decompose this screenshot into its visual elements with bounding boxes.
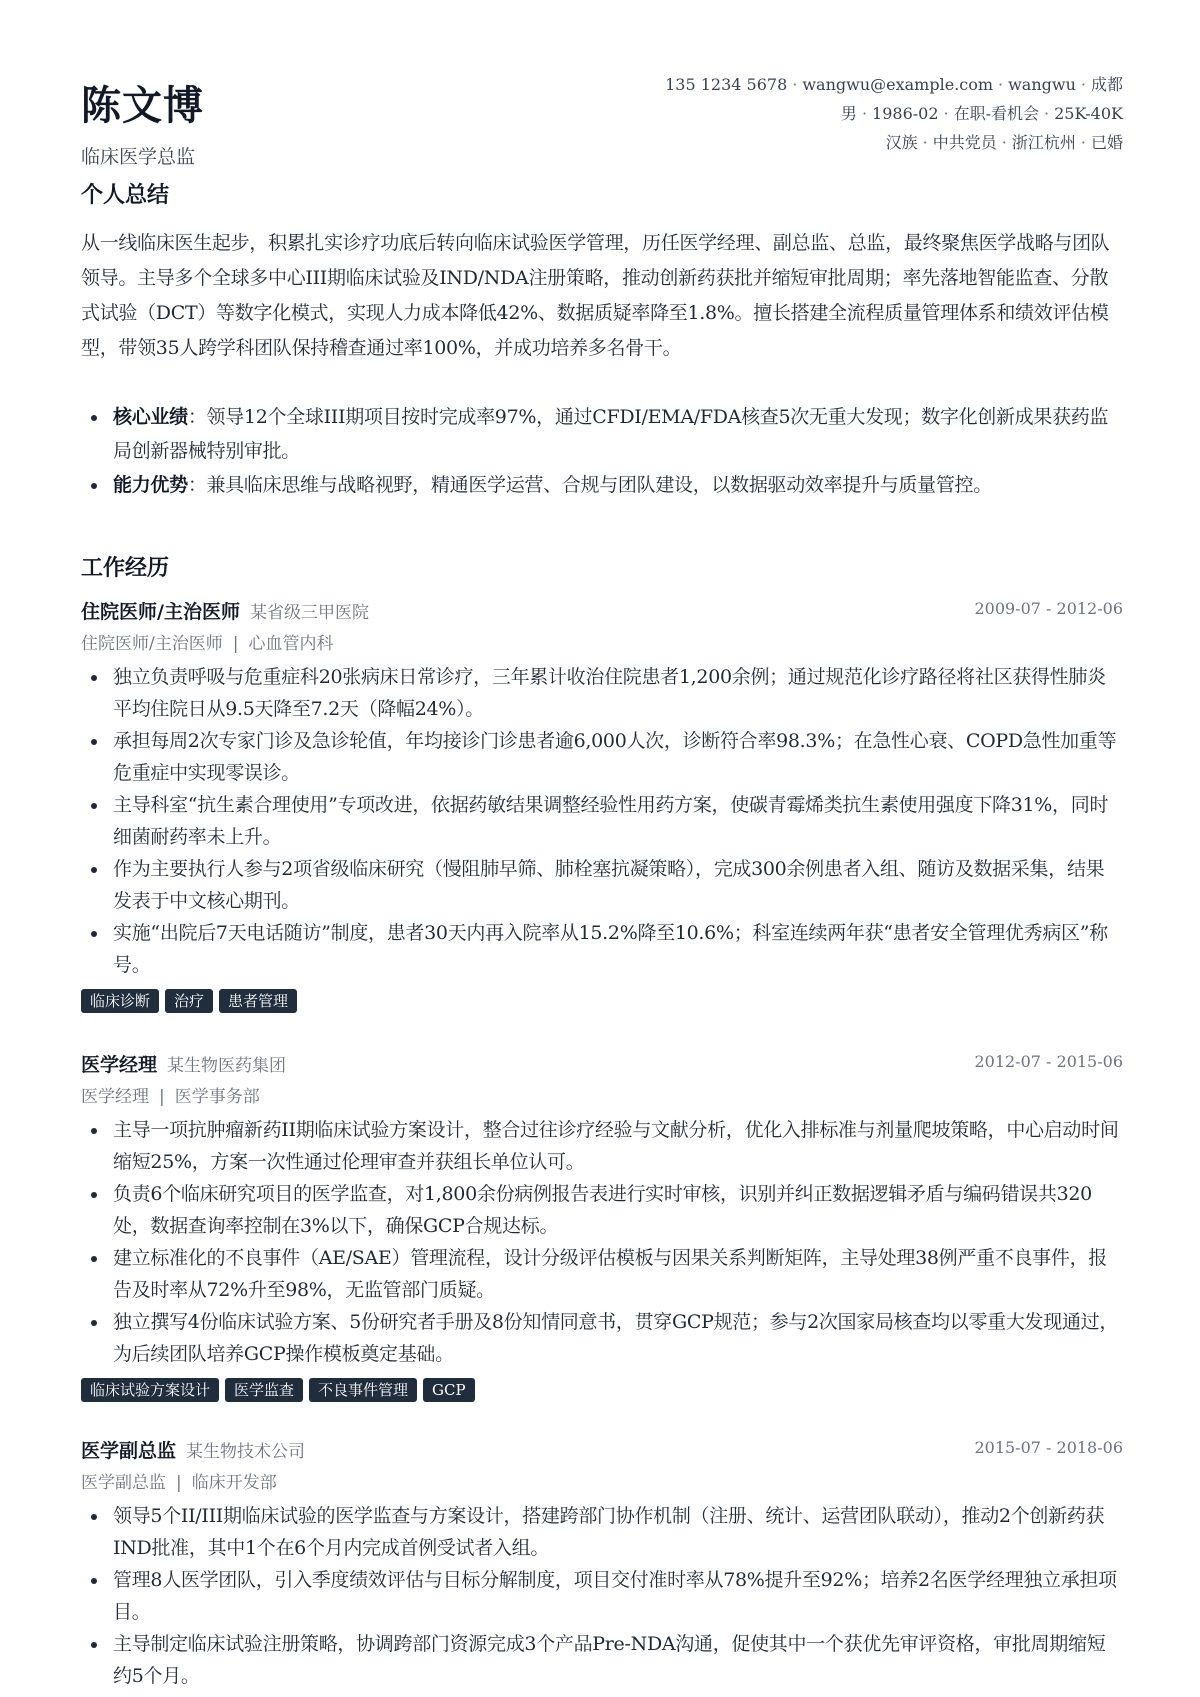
job-item: 主导一项抗肿瘤新药II期临床试验方案设计，整合过往诊疗经验与文献分析，优化入排标准与剂量爬坡策略，中心启动时间缩短25%，方案一次性通过伦理审查并获组长单位认可。	[113, 1114, 1123, 1178]
job-role-line: 医学经理 | 医学事务部	[81, 1087, 260, 1107]
contact-row-2: 男 · 1986-02 · 在职-看机会 · 25K-40K	[840, 104, 1123, 123]
ethnicity: 汉族	[885, 133, 918, 152]
job-item: 建立标准化的不良事件（AE/SAE）管理流程，设计分级评估模板与因果关系判断矩阵，主导处理38例严重不良事件，报告及时率从72%升至98%，无监管部门质疑。	[113, 1242, 1123, 1306]
job-department: 医学事务部	[174, 1087, 260, 1107]
skill-tag: 治疗	[165, 989, 213, 1013]
summary-text: 从一线临床医生起步，积累扎实诊疗功底后转向临床试验医学管理，历任医学经理、副总监、总监，最终聚焦医学战略与团队领导。主导多个全球多中心III期临床试验及IND/NDA注册策略，推动创新药获批并缩短审批周期；率先落地智能监查、分散式试验（DCT）等数字化模式，实现人力成本降低42%、数据质疑率降至1.8%。擅长搭建全流程质量管理体系和绩效评估模型，带领35人跨学科团队保持稽查通过率100%，并成功培养多名骨干。	[81, 232, 1110, 359]
candidate-headline: 临床医学总监	[81, 146, 196, 168]
job-item: 独立负责呼吸与危重症科20张病床日常诊疗，三年累计收治住院患者1,200余例；通过规范化诊疗路径将社区获得性肺炎平均住院日从9.5天降至7.2天（降幅24%）。	[113, 661, 1123, 725]
phone: 135 1234 5678	[665, 75, 788, 94]
skill-tags	[81, 989, 1123, 1013]
summary-highlights	[81, 400, 1123, 502]
job-item: 独立撰写4份临床试验方案、5份研究者手册及8份知情同意书，贯穿GCP规范；参与2次国家局核查均以零重大发现通过，为后续团队培养GCP操作模板奠定基础。	[113, 1306, 1123, 1370]
job-entry	[81, 1436, 1123, 1692]
job-title: 医学副总监	[81, 1440, 177, 1462]
contact-row-1: 135 1234 5678 · wangwu@example.com · wangwu · 成都	[665, 75, 1123, 94]
job-role: 医学经理	[81, 1087, 149, 1107]
job-role: 住院医师/主治医师	[81, 634, 223, 654]
job-title: 医学经理	[81, 1054, 158, 1076]
job-department: 心血管内科	[248, 634, 334, 654]
job-item: 负责6个临床研究项目的医学监查，对1,800余份病例报告表进行实时审核，识别并纠正数据逻辑矛盾与编码错误共320处，数据查询率控制在3%以下，确保GCP合规达标。	[113, 1178, 1123, 1242]
gender: 男	[840, 104, 857, 123]
skill-tag: 患者管理	[219, 989, 297, 1013]
job-company: 某生物技术公司	[186, 1442, 306, 1462]
skill-tags	[81, 1378, 1123, 1402]
job-entry	[81, 597, 1123, 1013]
marital-status: 已婚	[1090, 133, 1123, 152]
job-item: 作为主要执行人参与2项省级临床研究（慢阻肺早筛、肺栓塞抗凝策略），完成300余例患者入组、随访及数据采集，结果发表于中文核心期刊。	[113, 853, 1123, 917]
job-items	[81, 661, 1123, 981]
job-company: 某省级三甲医院	[249, 603, 369, 623]
candidate-name: 陈文博	[81, 83, 204, 129]
experience-section-title: 工作经历	[81, 556, 170, 581]
highlight-item: 能力优势：兼具临床思维与战略视野，精通医学运营、合规与团队建设，以数据驱动效率提升与质量管控。	[113, 468, 1123, 502]
job-date: 2009-07 - 2012-06	[974, 599, 1123, 618]
contact-row-3: 汉族 · 中共党员 · 浙江杭州 · 已婚	[885, 133, 1123, 152]
job-item: 管理8人医学团队，引入季度绩效评估与目标分解制度，项目交付准时率从78%提升至92%；培养2名医学经理独立承担项目。	[113, 1564, 1123, 1628]
contact-block	[665, 70, 1123, 157]
skill-tag: 医学监查	[225, 1378, 303, 1402]
job-items	[81, 1114, 1123, 1370]
city: 成都	[1090, 75, 1123, 94]
job-item: 领导5个II/III期临床试验的医学监查与方案设计，搭建跨部门协作机制（注册、统计、运营团队联动），推动2个创新药获IND批准，其中1个在6个月内完成首例受试者入组。	[113, 1500, 1123, 1564]
job-date: 2015-07 - 2018-06	[974, 1438, 1123, 1457]
job-date: 2012-07 - 2015-06	[974, 1052, 1123, 1071]
skill-tag: 临床试验方案设计	[81, 1378, 219, 1402]
politics: 中共党员	[932, 133, 997, 152]
job-department: 临床开发部	[191, 1473, 277, 1493]
job-item: 承担每周2次专家门诊及急诊轮值，年均接诊门诊患者逾6,000人次，诊断符合率98.3%；在急性心衰、COPD急性加重等危重症中实现零误诊。	[113, 725, 1123, 789]
salary: 25K-40K	[1054, 104, 1123, 123]
job-role-line: 医学副总监 | 临床开发部	[81, 1473, 277, 1493]
job-company: 某生物医药集团	[167, 1056, 287, 1076]
highlight-item: 核心业绩：领导12个全球III期项目按时完成率97%，通过CFDI/EMA/FDA核查5次无重大发现；数字化创新成果获药监局创新器械特别审批。	[113, 400, 1123, 468]
job-item: 主导制定临床试验注册策略，协调跨部门资源完成3个产品Pre-NDA沟通，促使其中一个获优先审评资格，审批周期缩短约5个月。	[113, 1628, 1123, 1692]
summary-section-title: 个人总结	[81, 183, 170, 208]
hometown: 浙江杭州	[1011, 133, 1076, 152]
job-entry	[81, 1050, 1123, 1402]
skill-tag: GCP	[423, 1378, 475, 1402]
job-items	[81, 1500, 1123, 1692]
job-role-line: 住院医师/主治医师 | 心血管内科	[81, 634, 334, 654]
wechat: wangwu	[1008, 75, 1076, 94]
job-status: 在职-看机会	[953, 104, 1040, 123]
email: wangwu@example.com	[802, 75, 994, 94]
job-item: 主导科室“抗生素合理使用”专项改进，依据药敏结果调整经验性用药方案，使碳青霉烯类抗生素使用强度下降31%，同时细菌耐药率未上升。	[113, 789, 1123, 853]
job-item: 实施“出院后7天电话随访”制度，患者30天内再入院率从15.2%降至10.6%；科室连续两年获“患者安全管理优秀病区”称号。	[113, 917, 1123, 981]
birth-date: 1986-02	[872, 104, 939, 123]
job-title: 住院医师/主治医师	[81, 601, 240, 623]
skill-tag: 临床诊断	[81, 989, 159, 1013]
job-role: 医学副总监	[81, 1473, 166, 1493]
skill-tag: 不良事件管理	[309, 1378, 417, 1402]
